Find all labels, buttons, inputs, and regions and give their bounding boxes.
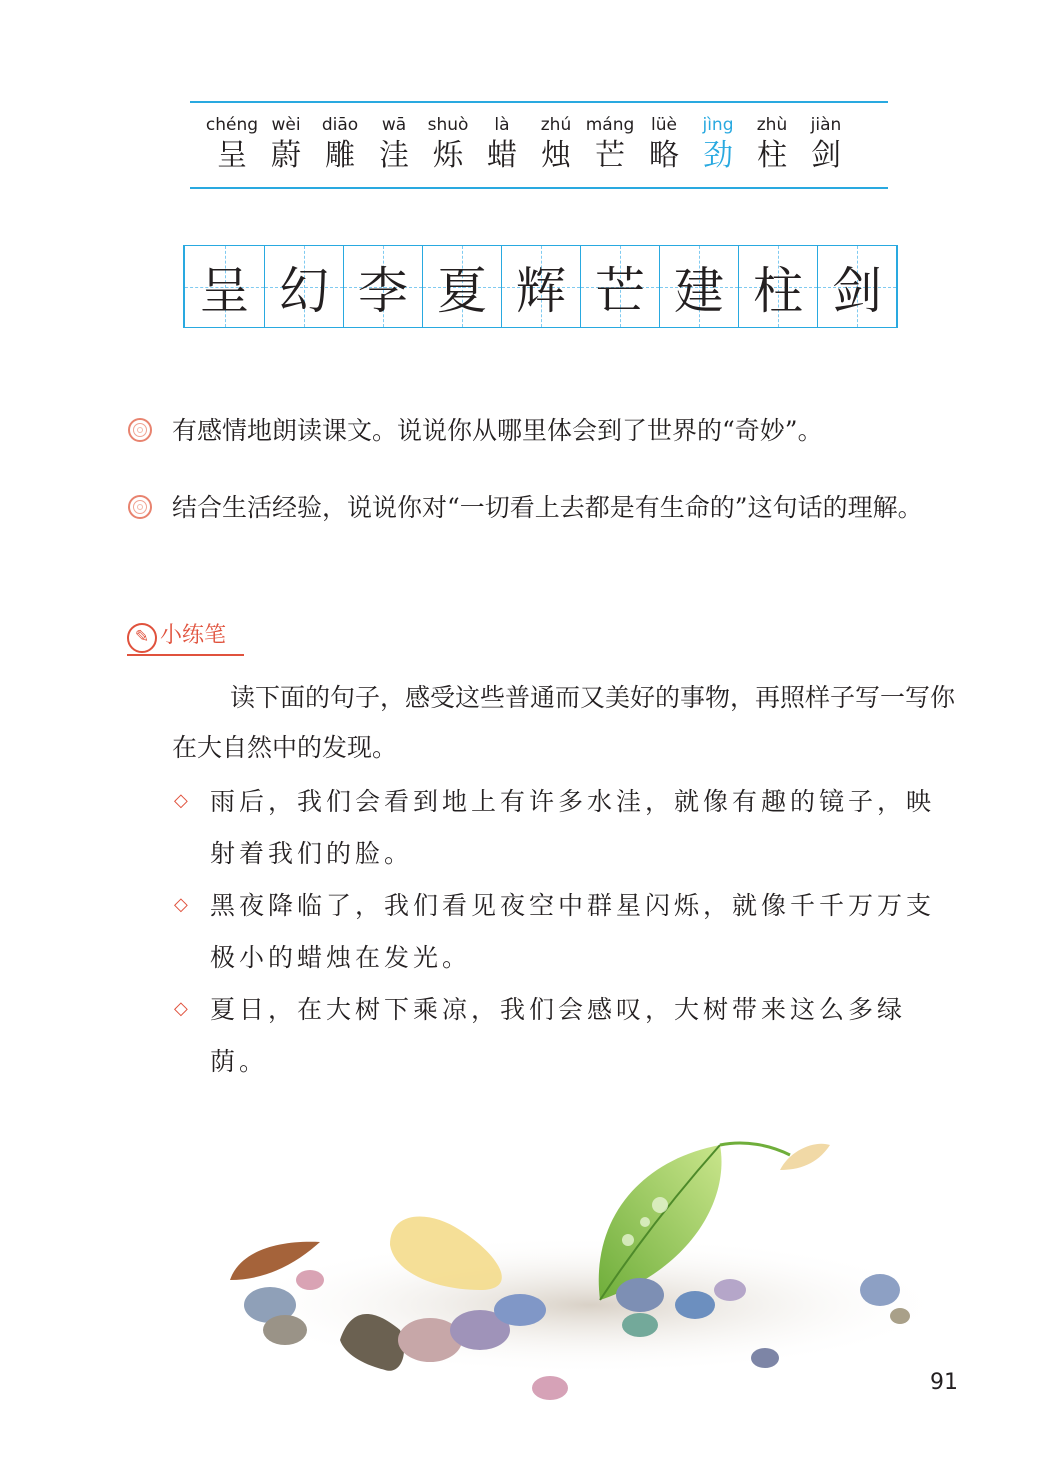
grid-cell <box>738 246 817 327</box>
vocab-char: 蜡 <box>487 138 517 173</box>
diamond-bullet-icon: ◇ <box>174 790 188 811</box>
vocab-item <box>799 114 853 176</box>
grid-cell <box>343 246 422 327</box>
vocab-item <box>475 114 529 176</box>
example-sentence: 夏日，在大树下乘凉，我们会感叹，大树带来这么多绿荫。 <box>210 995 907 1076</box>
vocab-char: 雕 <box>325 138 355 173</box>
pinyin: diāo <box>321 115 359 135</box>
vocab-item <box>583 114 637 176</box>
pinyin: chéng <box>205 115 259 135</box>
example-sentence: 黑夜降临了，我们看见夜空中群星闪烁，就像千千万万支极小的蜡烛在发光。 <box>210 891 936 972</box>
writing-grid <box>183 245 898 328</box>
vocab-top-rule <box>190 101 888 103</box>
pinyin: zhù <box>756 115 788 135</box>
vocab-char: 剑 <box>811 138 841 173</box>
grid-char: 呈 <box>199 261 250 320</box>
section-title: 小练笔 <box>160 623 227 648</box>
vocab-char: 呈 <box>217 138 247 173</box>
question-spiral-icon <box>128 418 152 442</box>
vocab-item <box>637 114 691 176</box>
question-text: 有感情地朗读课文。说说你从哪里体会到了世界的“奇妙”。 <box>172 416 823 445</box>
diamond-bullet-icon: ◇ <box>174 998 188 1019</box>
pinyin: wèi <box>271 115 301 135</box>
grid-char: 李 <box>358 261 408 320</box>
grid-cell <box>264 246 343 327</box>
vocab-char: 劲 <box>703 138 733 173</box>
grid-char: 建 <box>674 261 724 320</box>
vocab-char: 芒 <box>595 138 625 173</box>
grid-cell <box>422 246 501 327</box>
grid-cell <box>659 246 738 327</box>
grid-char: 幻 <box>279 261 329 320</box>
vocab-item <box>745 114 799 176</box>
section-underline <box>127 654 244 656</box>
vocab-item <box>259 114 313 176</box>
pinyin: wā <box>381 115 407 135</box>
vocab-item <box>529 114 583 176</box>
grid-cell <box>817 246 896 327</box>
grid-char: 辉 <box>516 261 566 320</box>
vocab-char: 烛 <box>541 138 571 173</box>
grid-char: 夏 <box>437 261 487 320</box>
vocab-char: 烁 <box>433 138 463 173</box>
vocab-item <box>205 114 259 176</box>
vocab-item <box>367 114 421 176</box>
leaves-and-pebbles-illustration <box>190 1130 970 1420</box>
vocab-char: 柱 <box>757 138 787 173</box>
practice-intro: 读下面的句子，感受这些普通而又美好的事物，再照样子写一写你在大自然中的发现。 <box>172 683 956 762</box>
pinyin: lüè <box>651 115 677 135</box>
vocab-item-highlighted <box>691 114 745 176</box>
pinyin: jiàn <box>810 115 842 135</box>
pen-icon: ✎ <box>127 623 157 653</box>
grid-cell <box>185 246 264 327</box>
vocab-char: 蔚 <box>271 138 301 173</box>
page-number: 91 <box>930 1370 958 1395</box>
vocab-char: 略 <box>649 138 679 173</box>
grid-cell <box>580 246 659 327</box>
vocab-bottom-rule <box>190 187 888 189</box>
diamond-bullet-icon: ◇ <box>174 894 188 915</box>
grid-char: 芒 <box>595 261 645 320</box>
vocab-row <box>205 114 853 176</box>
question-spiral-icon <box>128 495 152 519</box>
example-sentence: 雨后，我们会看到地上有许多水洼，就像有趣的镜子，映射着我们的脸。 <box>210 787 936 868</box>
vocab-item <box>313 114 367 176</box>
grid-char: 柱 <box>753 261 803 320</box>
vocab-char: 洼 <box>379 138 409 173</box>
pinyin: máng <box>585 115 635 135</box>
pinyin: jìng <box>702 115 734 135</box>
grid-char: 剑 <box>832 261 882 320</box>
pinyin: là <box>494 115 510 135</box>
vocab-item <box>421 114 475 176</box>
grid-cell <box>501 246 580 327</box>
pinyin: shuò <box>427 115 469 135</box>
pinyin: zhú <box>540 115 572 135</box>
question-text: 结合生活经验，说说你对“一切看上去都是有生命的”这句话的理解。 <box>172 493 923 522</box>
